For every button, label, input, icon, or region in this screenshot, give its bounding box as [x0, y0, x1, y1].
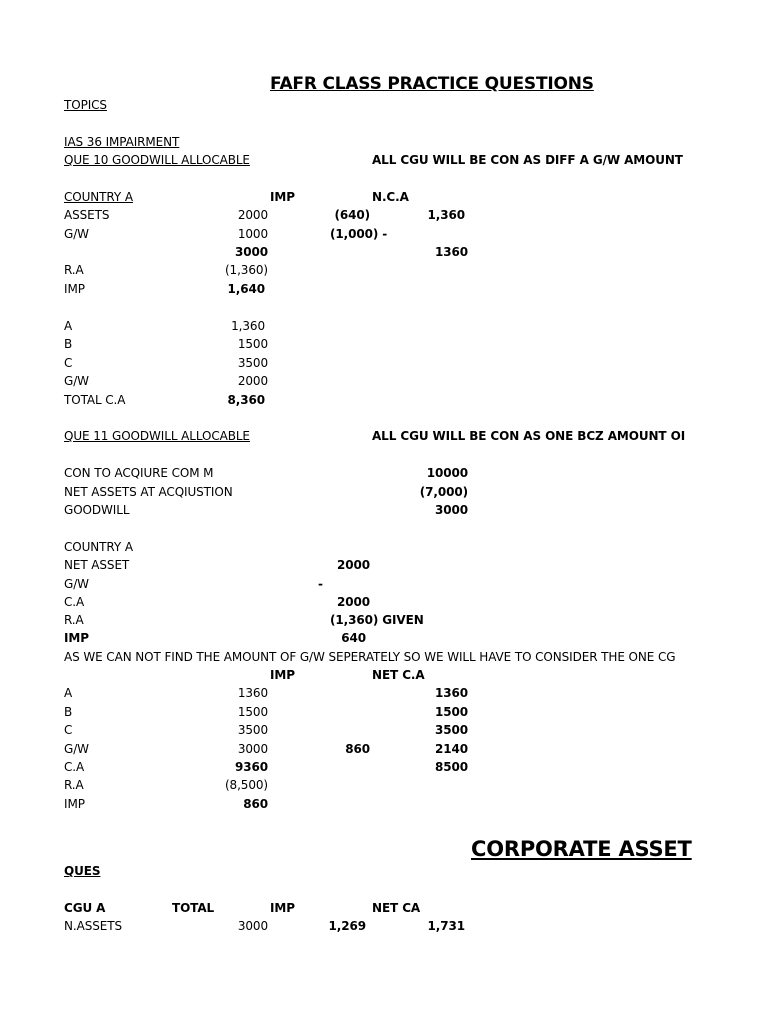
q11-ca-total-netca: 8500 — [435, 760, 468, 774]
ques-label: QUES — [64, 864, 101, 878]
q11-row-label: G/W — [64, 742, 89, 756]
q10-label: QUE 10 GOODWILL ALLOCABLE — [64, 153, 250, 167]
q10-assets-label: ASSETS — [64, 208, 110, 222]
q11-row-label: B — [64, 705, 73, 719]
corp-row-label: N.ASSETS — [64, 919, 122, 933]
q11-gw-value: 3000 — [435, 503, 468, 517]
q10-imp-header: IMP — [270, 190, 295, 204]
q10-a-label: A — [64, 319, 73, 333]
q10-note: ALL CGU WILL BE CON AS DIFF A G/W AMOUNT — [372, 153, 683, 167]
q11-row-value: 3000 — [237, 742, 268, 756]
q10-ra-value: (1,360) — [224, 263, 268, 277]
q10-ra-label: R.A — [64, 263, 84, 277]
q11-row-imp: 860 — [345, 742, 370, 756]
q11-con-label: CON TO ACQIURE COM M — [64, 466, 214, 480]
q10-assets-imp: (640) — [334, 208, 370, 222]
q11-imp-value: 640 — [341, 631, 366, 645]
q10-country-header: COUNTRY A — [64, 190, 133, 204]
q10-assets-nca: 1,360 — [427, 208, 465, 222]
corp-row-total: 3000 — [237, 919, 268, 933]
q10-gw-imp: (1,000) - — [330, 227, 388, 241]
q11-gw2-value: - — [318, 577, 323, 591]
q11-row-value: 1500 — [237, 705, 268, 719]
corp-row-imp: 1,269 — [328, 919, 366, 933]
q11-netca-header: NET C.A — [372, 668, 425, 682]
q11-ca-total-value: 9360 — [235, 760, 268, 774]
q11-ca-value: 2000 — [337, 595, 370, 609]
q10-total-value: 3000 — [235, 245, 268, 259]
q10-gw-value: 1000 — [237, 227, 268, 241]
q11-label: QUE 11 GOODWILL ALLOCABLE — [64, 429, 250, 443]
ias36-label: IAS 36 IMPAIRMENT — [64, 135, 180, 149]
q10-totalca-label: TOTAL C.A — [64, 393, 126, 407]
q11-imp-label: IMP — [64, 631, 89, 645]
q11-ca-label: C.A — [64, 595, 85, 609]
q11-ra-value: (1,360) GIVEN — [330, 613, 424, 627]
q10-c-value: 3500 — [237, 356, 268, 370]
q10-a-value: 1,360 — [231, 319, 265, 333]
q11-row-netca: 1360 — [435, 686, 468, 700]
q10-assets-value: 2000 — [237, 208, 268, 222]
q11-row-value: 1360 — [237, 686, 268, 700]
q11-na-value: (7,000) — [419, 485, 468, 499]
q11-netasset-label: NET ASSET — [64, 558, 130, 572]
q10-gw2-label: G/W — [64, 374, 89, 388]
q10-gw-label: G/W — [64, 227, 89, 241]
page-title: FAFR CLASS PRACTICE QUESTIONS — [270, 74, 594, 94]
q11-row-netca: 3500 — [435, 723, 468, 737]
q11-imp2-value: 860 — [243, 797, 268, 811]
corp-total-header: TOTAL — [172, 901, 215, 915]
q10-total-nca: 1360 — [435, 245, 468, 259]
q10-gw2-value: 2000 — [237, 374, 268, 388]
topics-label: TOPICS — [64, 98, 107, 112]
q10-nca-header: N.C.A — [372, 190, 409, 204]
q10-c-label: C — [64, 356, 73, 370]
corp-netca-header: NET CA — [372, 901, 421, 915]
q11-row-label: C — [64, 723, 73, 737]
q11-ca-total-label: C.A — [64, 760, 85, 774]
q10-imp-value: 1,640 — [227, 282, 265, 296]
q11-na-label: NET ASSETS AT ACQIUSTION — [64, 485, 233, 499]
q10-b-label: B — [64, 337, 73, 351]
q11-imp-header: IMP — [270, 668, 295, 682]
q11-row-netca: 2140 — [435, 742, 468, 756]
q10-imp-label: IMP — [64, 282, 85, 296]
corp-imp-header: IMP — [270, 901, 295, 915]
q11-netasset-value: 2000 — [337, 558, 370, 572]
q10-totalca-value: 8,360 — [227, 393, 265, 407]
q11-row-netca: 1500 — [435, 705, 468, 719]
q11-con-value: 10000 — [426, 466, 468, 480]
q11-gw-label: GOODWILL — [64, 503, 130, 517]
q11-ra-label: R.A — [64, 613, 84, 627]
q11-gw2-label: G/W — [64, 577, 89, 591]
q11-ra2-value: (8,500) — [224, 778, 268, 792]
q11-row-value: 3500 — [237, 723, 268, 737]
q11-note: ALL CGU WILL BE CON AS ONE BCZ AMOUNT OI — [372, 429, 686, 443]
corp-row-netca: 1,731 — [427, 919, 465, 933]
q11-ra2-label: R.A — [64, 778, 84, 792]
q11-statement: AS WE CAN NOT FIND THE AMOUNT OF G/W SEPERATELY SO WE WILL HAVE TO CONSIDER THE ONE CG — [64, 650, 676, 664]
corporate-asset-heading: CORPORATE ASSET — [471, 837, 692, 861]
q11-imp2-label: IMP — [64, 797, 85, 811]
corp-cgu-header: CGU A — [64, 901, 106, 915]
q10-b-value: 1500 — [237, 337, 268, 351]
q11-row-label: A — [64, 686, 73, 700]
q11-country-label: COUNTRY A — [64, 540, 133, 554]
